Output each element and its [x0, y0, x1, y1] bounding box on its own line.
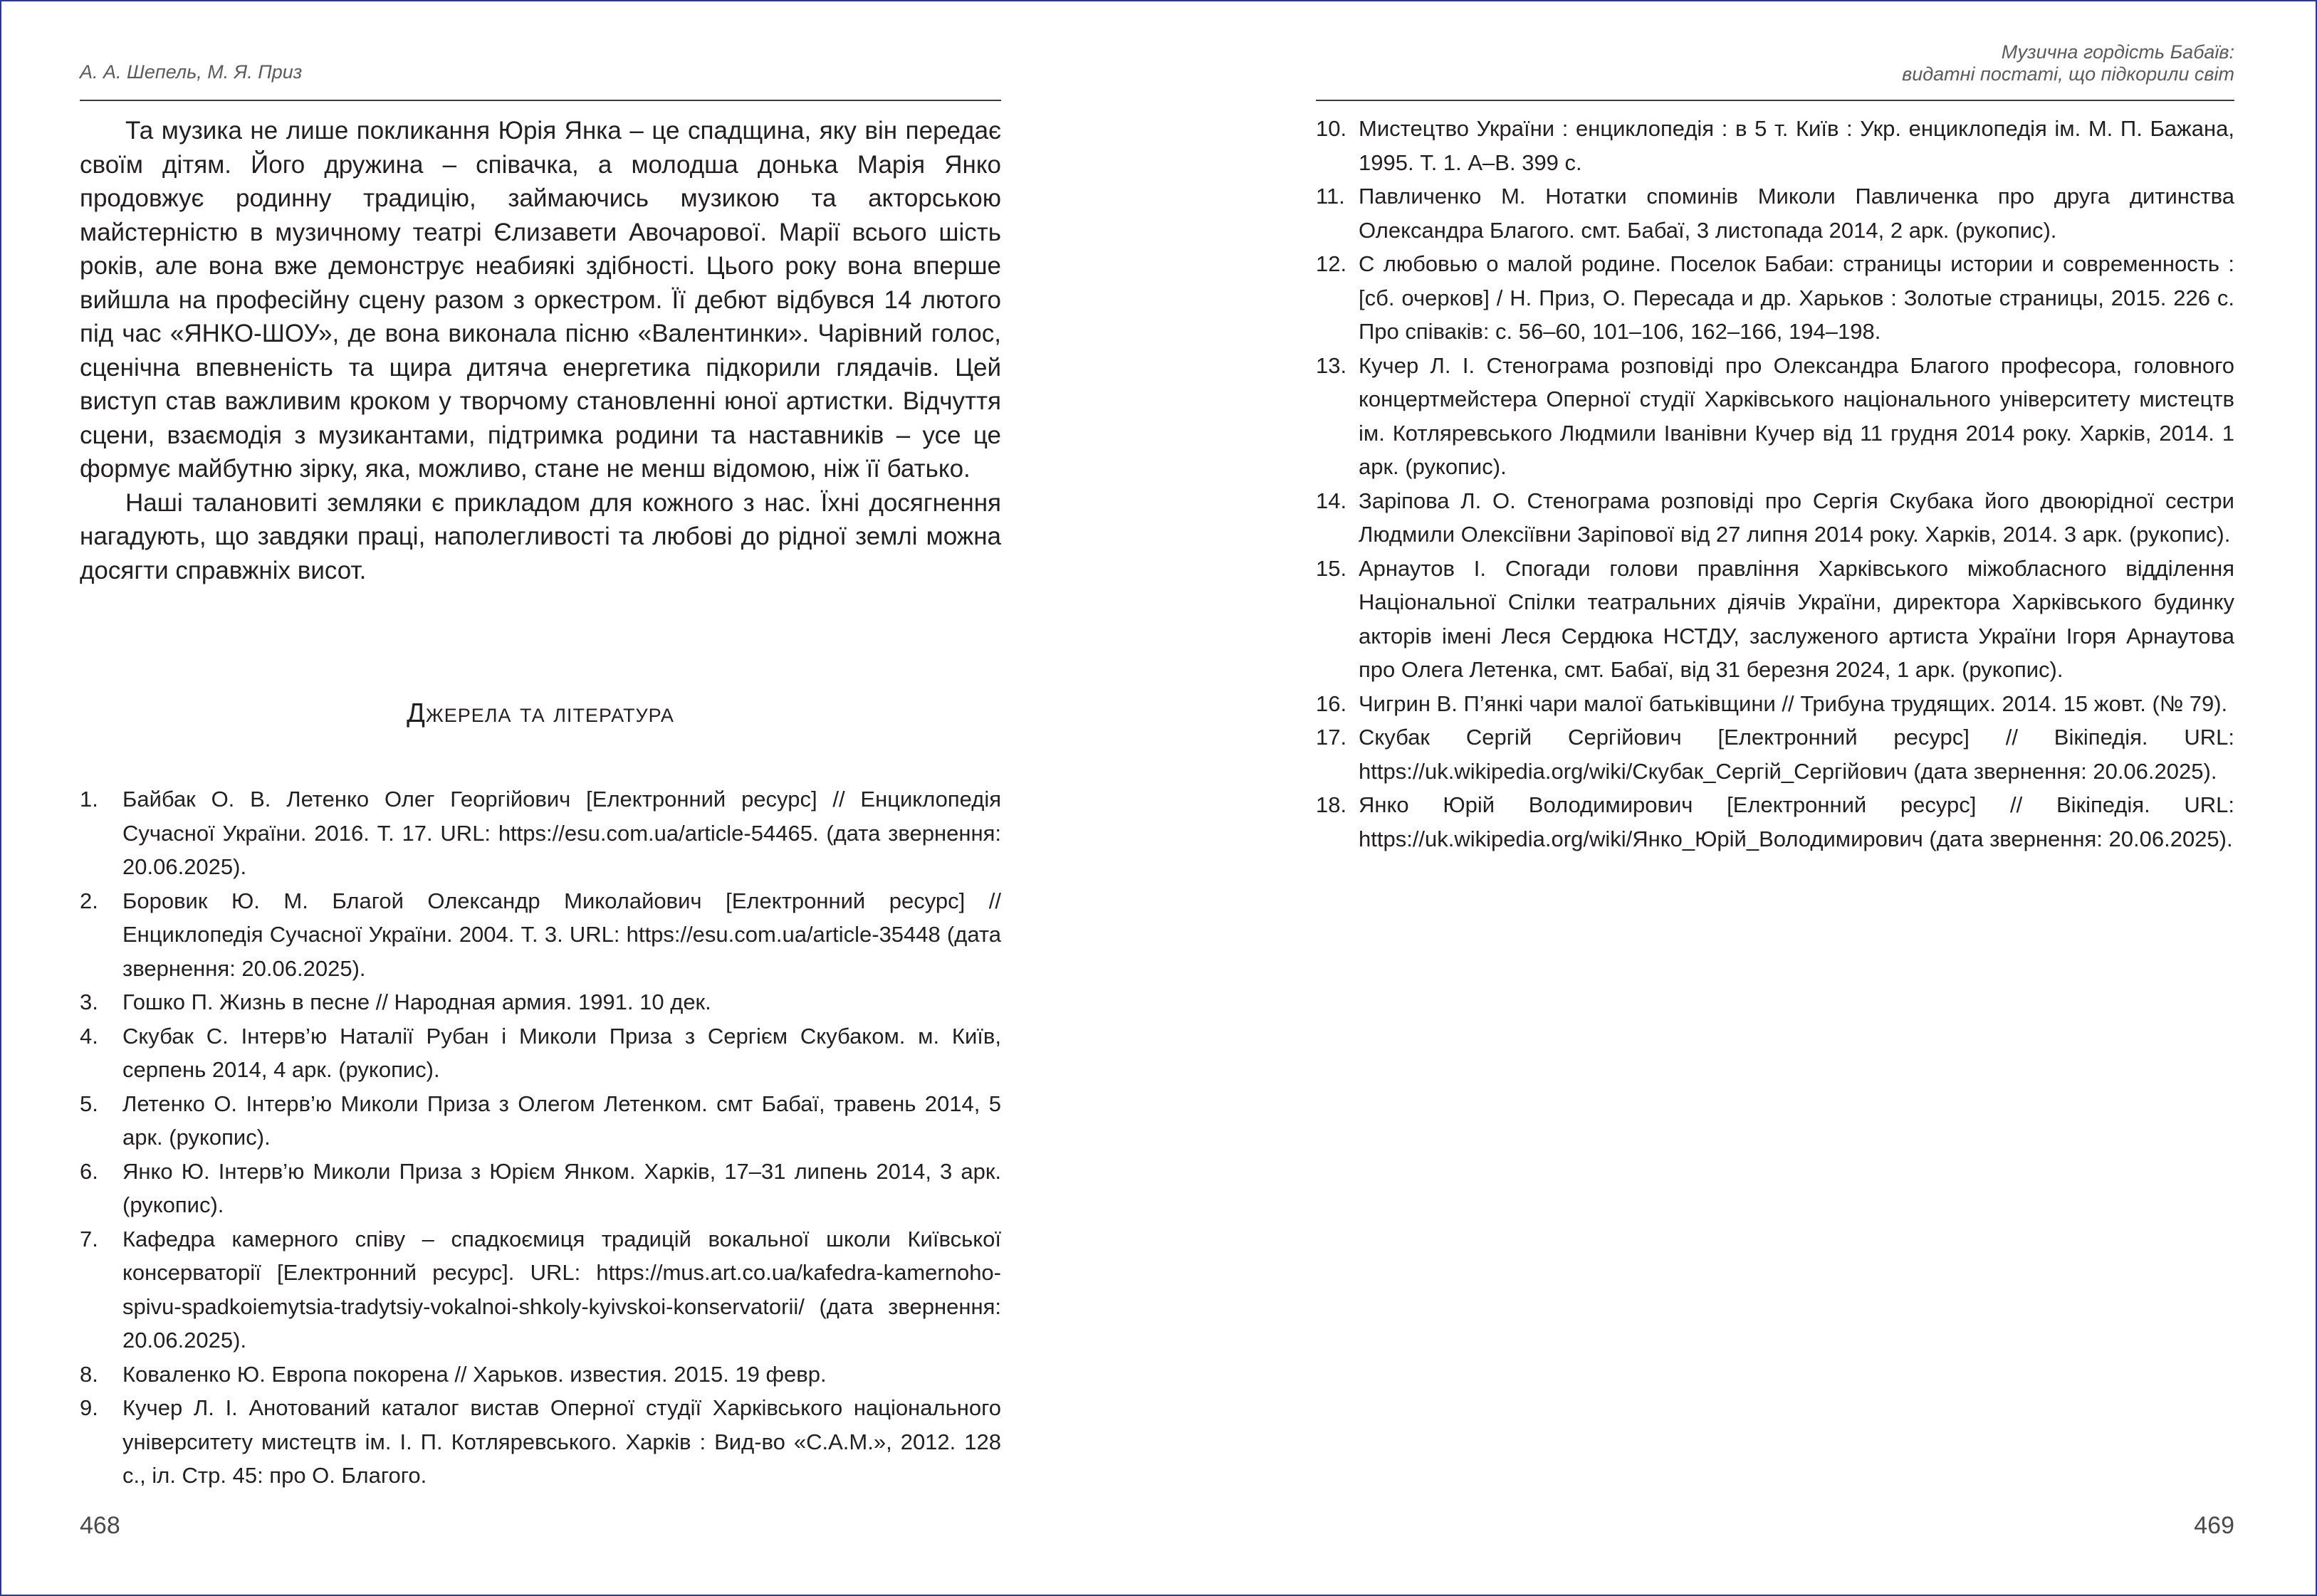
reference-item	[1316, 720, 2234, 788]
running-head-line: видатні постаті, що підкорили світ	[1902, 63, 2234, 85]
paragraph: Та музика не лише покликання Юрія Янка – це спадщина, яку він передає своїм дітям. Його дружина – співачка, а молодша донька Марія Янко продовжує родинну традицію, займаючись музикою та акторською майстерністю в музичному театрі Єлизавети Авочарової. Марії всього шість років, але вона вже демонструє неабиякі здібності. Цього року вона вперше вийшла на професійну сцену разом з оркестром. Її дебют відбувся 14 лютого під час «ЯНКО-ШОУ», де вона виконала пісню «Валентинки». Чарівний голос, сценічна впевненість та щира дитяча енергетика підкорили глядачів. Цей виступ став важливим кроком у творчому становленні юної артистки. Відчуття сцени, взаємодія з музикантами, підтримка родини та наставників – усе це формує майбутню зірку, яка, можливо, стане не менш відомою, ніж її батько.	[80, 117, 1001, 483]
reference-number: 6.	[80, 1158, 98, 1184]
reference-number: 2.	[80, 888, 98, 913]
reference-item	[1316, 788, 2234, 856]
reference-number: 8.	[80, 1361, 98, 1387]
reference-number: 14.	[1316, 488, 1347, 513]
reference-text: Кафедра камерного співу – спадкоємиця традицій вокальної школи Київської консерваторії [Електронний ресурс]. URL: https://mus.art.co.ua/kafedra-kamernoho-spivu-spadkoiemytsia-tradytsiy-vokalnoi-shkoly-kyivskoi-konservatorii/ (дата звернення: 20.06.2025).	[122, 1226, 1001, 1353]
reference-list	[1316, 112, 2234, 856]
reference-number: 10.	[1316, 116, 1347, 141]
reference-item	[80, 1358, 1001, 1392]
left-page	[80, 1, 1001, 1595]
body-text	[80, 114, 1001, 587]
reference-text: Павличенко М. Нотатки споминів Миколи Павличенка про друга дитинства Олександра Благого. смт. Бабаї, 3 листопада 2014, 2 арк. (рукопис).	[1359, 184, 2234, 243]
page-number: 469	[2194, 1512, 2234, 1539]
paragraph: Наші талановиті земляки є прикладом для кожного з нас. Їхні досягнення нагадують, що завдяки праці, наполегливості та любові до рідної землі можна досягти справжніх висот.	[80, 488, 1001, 584]
header-rule	[1316, 100, 2234, 101]
reference-number: 4.	[80, 1023, 98, 1049]
reference-text: Чигрин В. П’янкі чари малої батьківщини // Трибуна трудящих. 2014. 15 жовт. (№ 79).	[1359, 691, 2228, 716]
reference-number: 1.	[80, 787, 98, 812]
reference-number: 13.	[1316, 352, 1347, 378]
reference-text: Мистецтво України : енциклопедія : в 5 т. Київ : Укр. енциклопедія ім. М. П. Бажана, 1995. Т. 1. А–В. 399 с.	[1359, 116, 2234, 175]
reference-number: 9.	[80, 1395, 98, 1420]
reference-number: 16.	[1316, 691, 1347, 716]
section-heading: Джерела та література	[407, 698, 674, 728]
reference-number: 18.	[1316, 792, 1347, 817]
reference-item	[80, 1222, 1001, 1358]
reference-number: 11.	[1316, 184, 1345, 209]
reference-number: 7.	[80, 1226, 98, 1251]
reference-item	[1316, 484, 2234, 552]
reference-text: Янко Юрій Володимирович [Електронний ресурс] // Вікіпедія. URL: https://uk.wikipedia.org/wiki/Янко_Юрій_Володимирович (дата звернення: 20.06.2025).	[1359, 792, 2234, 851]
right-page	[1316, 1, 2234, 1595]
reference-item	[80, 1155, 1001, 1222]
reference-text: Заріпова Л. О. Стенограма розповіді про Сергія Скубака його двоюрідної сестри Людмили Олексіївни Заріпової від 27 липня 2014 року. Харків, 2014. 3 арк. (рукопис).	[1359, 488, 2234, 547]
reference-text: Янко Ю. Інтерв’ю Миколи Приза з Юрієм Янком. Харків, 17–31 липень 2014, 3 арк. (рукопис).	[122, 1158, 1001, 1217]
reference-item	[80, 985, 1001, 1019]
reference-item	[1316, 112, 2234, 179]
reference-text: Коваленко Ю. Европа покорена // Харьков. известия. 2015. 19 февр.	[122, 1361, 827, 1387]
reference-item	[1316, 349, 2234, 484]
reference-item	[80, 1087, 1001, 1155]
page-number: 468	[80, 1512, 120, 1539]
reference-text: С любовью о малой родине. Поселок Бабаи: страницы истории и современность : [сб. очерков] / Н. Приз, О. Пересада и др. Харьков : Золотые страницы, 2015. 226 с. Про співаків: с. 56–60, 101–106, 162–166, 194–198.	[1359, 251, 2234, 344]
reference-item	[80, 1391, 1001, 1493]
reference-text: Гошко П. Жизнь в песне // Народная армия. 1991. 10 дек.	[122, 989, 711, 1014]
running-head-authors: А. А. Шепель, М. Я. Приз	[80, 61, 303, 83]
reference-number: 12.	[1316, 251, 1347, 276]
reference-number: 3.	[80, 989, 98, 1014]
reference-text: Кучер Л. І. Анотований каталог вистав Оперної студії Харківського національного університету мистецтв ім. І. П. Котляревського. Харків : Вид-во «С.А.М.», 2012. 128 с., іл. Стр. 45: про О. Благого.	[122, 1395, 1001, 1488]
reference-text: Байбак О. В. Летенко Олег Георгійович [Електронний ресурс] // Енциклопедія Сучасної України. 2016. Т. 17. URL: https://esu.com.ua/article-54465. (дата звернення: 20.06.2025).	[122, 787, 1001, 879]
reference-list	[80, 782, 1001, 1493]
reference-text: Арнаутов І. Спогади голови правління Харківського міжобласного відділення Національної Спілки театральних діячів України, директора Харківського будинку акторів імені Леся Сердюка НСТДУ, заслуженого артиста України Ігоря Арнаутова про Олега Летенка, смт. Бабаї, від 31 березня 2024, 1 арк. (рукопис).	[1359, 555, 2234, 682]
reference-text: Боровик Ю. М. Благой Олександр Миколайович [Електронний ресурс] // Енциклопедія Сучасної України. 2004. Т. 3. URL: https://esu.com.ua/article-35448 (дата звернення: 20.06.2025).	[122, 888, 1001, 981]
reference-item	[1316, 552, 2234, 687]
reference-text: Скубак Сергій Сергійович [Електронний ресурс] // Вікіпедія. URL: https://uk.wikipedia.org/wiki/Скубак_Сергій_Сергійович (дата звернення: 20.06.2025).	[1359, 725, 2234, 784]
reference-item	[1316, 247, 2234, 349]
header-rule	[80, 100, 1001, 101]
reference-number: 15.	[1316, 555, 1347, 581]
reference-item	[80, 884, 1001, 986]
running-head-title	[1316, 41, 2234, 85]
reference-number: 17.	[1316, 725, 1347, 750]
running-head-line: Музична гордість Бабаїв:	[2001, 41, 2234, 63]
reference-item	[80, 1019, 1001, 1087]
reference-text: Кучер Л. І. Стенограма розповіді про Олександра Благого професора, головного концертмейстера Оперної студії Харківського національного університету мистецтв ім. Котляревського Людмили Іванівни Кучер від 11 грудня 2014 року. Харків, 2014. 1 арк. (рукопис).	[1359, 352, 2234, 479]
reference-text: Летенко О. Інтерв’ю Миколи Приза з Олегом Летенком. смт Бабаї, травень 2014, 5 арк. (рукопис).	[122, 1091, 1001, 1150]
reference-item	[80, 782, 1001, 884]
reference-item	[1316, 687, 2234, 721]
reference-text: Скубак С. Інтерв’ю Наталії Рубан і Миколи Приза з Сергієм Скубаком. м. Київ, серпень 2014, 4 арк. (рукопис).	[122, 1023, 1001, 1082]
reference-item	[1316, 179, 2234, 247]
reference-number: 5.	[80, 1091, 98, 1116]
